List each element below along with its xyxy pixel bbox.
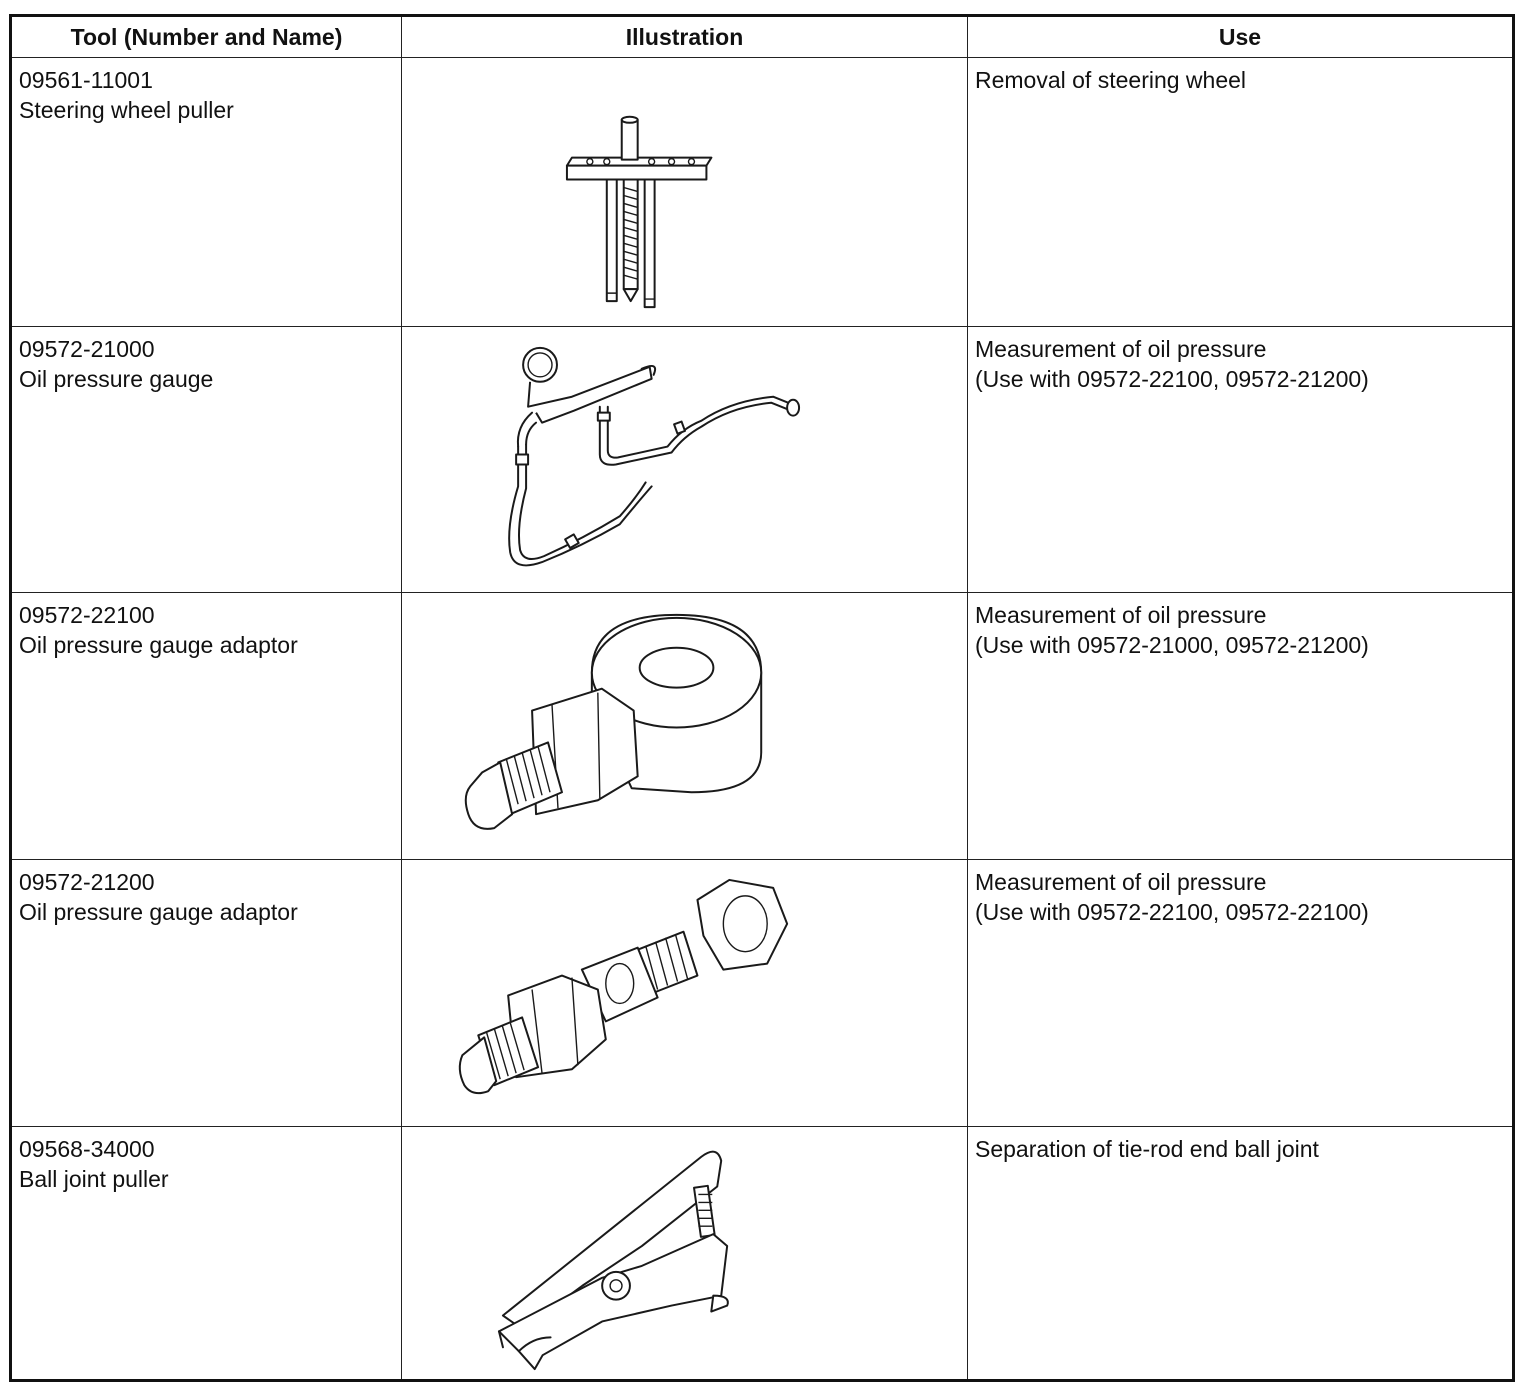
- use-cell: [968, 58, 1514, 327]
- steering-wheel-puller-icon: [402, 58, 967, 326]
- use-line: (Use with 09572-22100, 09572-22100): [975, 899, 1369, 925]
- tool-number: 09572-21200: [19, 869, 155, 895]
- use-line: Measurement of oil pressure: [975, 869, 1267, 895]
- banjo-adaptor-icon: [402, 593, 967, 859]
- tool-number: 09572-22100: [19, 602, 155, 628]
- column-header-tool: Tool (Number and Name): [11, 16, 402, 58]
- tool-cell: [11, 327, 402, 593]
- table-row: [11, 327, 1514, 593]
- table-row: [11, 593, 1514, 860]
- use-line: Removal of steering wheel: [975, 67, 1247, 93]
- use-line: Separation of tie-rod end ball joint: [975, 1136, 1319, 1162]
- illustration-cell: [402, 860, 968, 1127]
- tool-number: 09568-34000: [19, 1136, 155, 1162]
- tool-cell: [11, 58, 402, 327]
- tool-number: 09572-21000: [19, 336, 155, 362]
- ball-joint-puller-icon: [402, 1127, 967, 1379]
- tool-cell: [11, 1127, 402, 1381]
- table-row: [11, 58, 1514, 327]
- adaptor-bolt-with-nut-icon: [402, 860, 967, 1126]
- table-header-row: [11, 16, 1514, 58]
- tool-name: Ball joint puller: [19, 1166, 169, 1192]
- illustration-cell: [402, 327, 968, 593]
- use-cell: [968, 1127, 1514, 1381]
- use-line: Measurement of oil pressure: [975, 336, 1267, 362]
- special-tools-table: [9, 14, 1515, 1382]
- tool-name: Oil pressure gauge adaptor: [19, 899, 298, 925]
- illustration-cell: [402, 1127, 968, 1381]
- use-cell: [968, 593, 1514, 860]
- tool-cell: [11, 593, 402, 860]
- tool-name: Steering wheel puller: [19, 97, 234, 123]
- table-row: [11, 1127, 1514, 1381]
- use-line: (Use with 09572-22100, 09572-21200): [975, 366, 1369, 392]
- illustration-cell: [402, 593, 968, 860]
- tool-name: Oil pressure gauge: [19, 366, 214, 392]
- use-cell: [968, 860, 1514, 1127]
- column-header-illustration: Illustration: [402, 16, 968, 58]
- use-line: Measurement of oil pressure: [975, 602, 1267, 628]
- tool-cell: [11, 860, 402, 1127]
- use-line: (Use with 09572-21000, 09572-21200): [975, 632, 1369, 658]
- table-row: [11, 860, 1514, 1127]
- tool-number: 09561-11001: [19, 67, 153, 93]
- oil-pressure-gauge-icon: [402, 327, 967, 592]
- tool-name: Oil pressure gauge adaptor: [19, 632, 298, 658]
- use-cell: [968, 327, 1514, 593]
- illustration-cell: [402, 58, 968, 327]
- column-header-use: Use: [968, 16, 1514, 58]
